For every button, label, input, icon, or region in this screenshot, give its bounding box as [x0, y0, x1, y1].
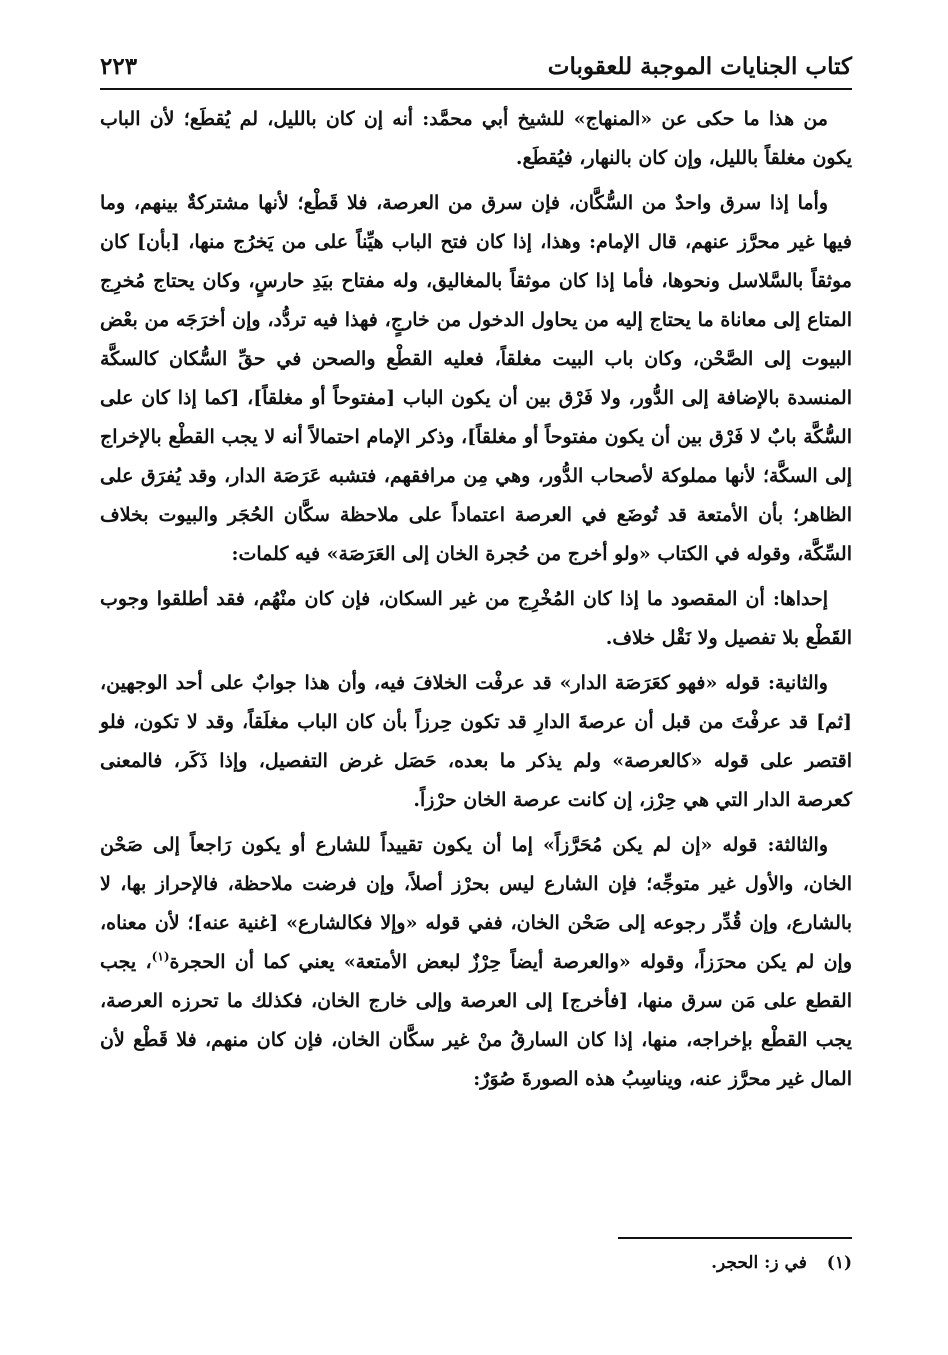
paragraph-lead: والثالثة: [767, 834, 828, 856]
paragraph [100, 826, 852, 1099]
paragraph [100, 100, 852, 178]
footnote [100, 1250, 852, 1276]
paragraph-lead: إحداها: [772, 588, 829, 610]
paragraph-text: أن المقصود ما إذا كان المُخْرِج من غير السكان، فإن كان منْهُم، فقد أطلقوا وجوب القَطْع بلا تفصيل ولا نَقْل خلاف. [100, 588, 852, 649]
paragraph [100, 580, 852, 658]
running-title: كتاب الجنايات الموجبة للعقوبات [547, 53, 852, 80]
paragraph-text: وأما إذا سرق واحدٌ من السُّكَّان، فإن سرق من العرصة، فلا قَطْع؛ لأنها مشتركةٌ بينهم، وما فيها غير محرَّز عنهم، قال الإمام: وهذا، إذا كان فتح الباب هيِّناً على من يَخرُج منها، [بأن] كان موثقاً بالسَّلاسل ونحوها، فأما إذا كان موثقاً بالمغاليق، وله مفتاح بيَدِ حارسٍ، وكان يحتاج مُخرِج المتاع إلى معاناة ما يحتاج إليه من يحاول الدخول من خارجٍ، فهذا فيه تردُّد، وإن أخرَجَه من بعْض البيوت إلى الصَّحْن، وكان باب البيت مغلقاً، فعليه القطْع والصحن في حقِّ السُّكان كالسكَّة المنسدة بالإضافة إلى الدُّور، ولا فَرْق بين أن يكون الباب [مفتوحاً أو مغلقاً]، [كما إذا كان على السُّكَّة بابٌ لا فَرْق بين أن يكون مفتوحاً أو مغلقاً]، وذكر الإمام احتمالاً أنه لا يجب القطْع بالإخراج إلى السكَّة؛ لأنها مملوكة لأصحاب الدُّور، وهي مِن مرافقهم، فتشبه عَرَصَة الدار، وقد يُفرَق على الظاهر؛ بأن الأمتعة قد تُوضَع في العرصة اعتماداً على ملاحظة سكَّان الحُجَر والبيوت بخلاف السِّكَّة، وقوله في الكتاب «ولو أخرج من حُجرة الخان إلى العَرَصَة» فيه كلمات: [100, 192, 852, 565]
paragraph-text: قوله «فهو كعَرَصَة الدار» قد عرفْت الخلافَ فيه، وأن هذا جوابٌ على أحد الوجهين، [ثم] قد عرفْتَ من قبل أن عرصةَ الدارِ قد تكون حِرزاً بأن كان الباب مغلَقاً، وقد لا تكون، فلو اقتصر على قوله «كالعرصة» ولم يذكر ما بعده، حَصَل غرض التفصيل، وإذا ذَكَر، فالمعنى كعرصة الدار التي هي حِرْز، إن كانت عرصة الخان حرْزاً. [100, 672, 852, 811]
page-number: ٢٢٣ [100, 53, 138, 80]
footnote-marker: (١) [151, 949, 170, 964]
footnote-rule [618, 1237, 852, 1239]
page-header [100, 30, 852, 86]
paragraph-lead: والثانية: [768, 672, 828, 694]
paragraph-text: من هذا ما حكى عن «المنهاج» للشيخ أبي محمَّد: أنه إن كان بالليل، لم يُقطَع؛ لأن الباب يكون مغلقاً بالليل، وإن كان بالنهار، فيُقطَع. [100, 108, 852, 169]
paragraph [100, 664, 852, 820]
header-rule [100, 88, 852, 90]
paragraph [100, 184, 852, 574]
footnote-text: في ز: الحجر. [711, 1253, 807, 1273]
body-text [100, 100, 852, 1105]
paragraph-text-with-footnote: قوله «إن لم يكن مُحَرَّزاً» إما أن يكون تقييداً للشارع أو يكون رَاجعاً إلى صَحْن الخان، والأول غير متوجِّه؛ فإن الشارع ليس بحرْز أصلاً، وإن فرضت ملاحظة، فالإحراز بها، لا بالشارع، وإن قُدِّر رجوعه إلى صَحْن الخان، ففي قوله «وإلا فكالشارع» [غنية عنه]؛ لأن معناه، وإن لم يكن محرَزاً، وقوله «والعرصة أيضاً حِرْزٌ لبعض الأمتعة» يعني كما أن الحجرة$^{(١)}$، يجب القطع على مَن سرق منها، [فأخرج] إلى العرصة وإلى خارج الخان، فكذلك ما تحرزه العرصة، يجب القطْع بإخراجه، منها، إذا كان السارقُ منْ غير سكَّان الخان، فإن كان منهم، فلا قَطْع لأن المال غير محرَّز عنه، ويناسِبُ هذه الصورةَ صُوَرٌ: [100, 834, 852, 1090]
footnote-number: (١) [826, 1253, 852, 1273]
